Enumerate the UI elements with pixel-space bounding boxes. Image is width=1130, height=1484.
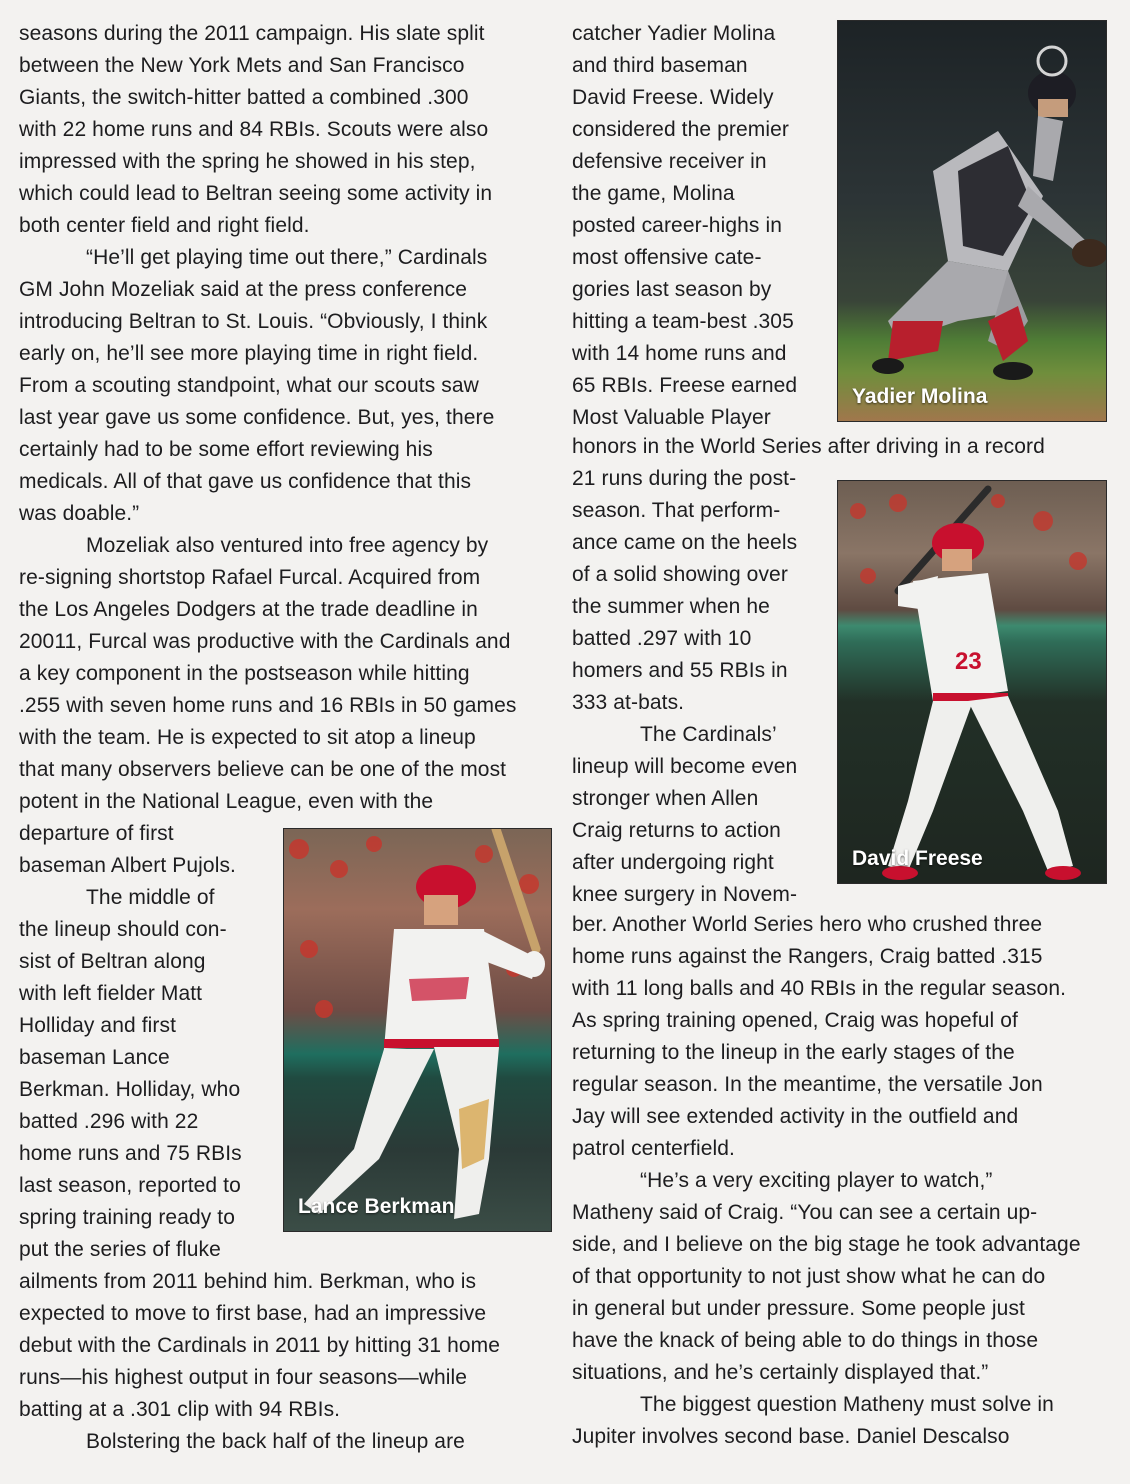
article-line: knee surgery in Novem- [572, 883, 798, 906]
photo-lance-berkman [283, 828, 552, 1232]
article-line: home runs against the Rangers, Craig batted .315 [572, 945, 1043, 968]
photo-caption: David Freese [852, 847, 983, 870]
article-line: From a scouting standpoint, what our scouts saw [19, 374, 479, 397]
article-line: catcher Yadier Molina [572, 22, 776, 45]
batter-illustration [284, 829, 551, 1231]
article-line: honors in the World Series after driving in a record [572, 435, 1045, 458]
article-line: side, and I believe on the big stage he took advantage [572, 1233, 1081, 1256]
article-line: impressed with the spring he showed in his step, [19, 150, 476, 173]
article-line: 21 runs during the post- [572, 467, 797, 490]
article-line: GM John Mozeliak said at the press conference [19, 278, 468, 301]
article-line: lineup will become even [572, 755, 798, 778]
article-line: put the series of fluke [19, 1238, 221, 1261]
article-line: last year gave us some confidence. But, yes, there [19, 406, 495, 429]
article-line: the summer when he [572, 595, 770, 618]
article-line: Holliday and first [19, 1014, 177, 1037]
article-line: ailments from 2011 behind him. Berkman, who is [19, 1270, 477, 1293]
article-line: .255 with seven home runs and 16 RBIs in 50 games [19, 694, 517, 717]
article-line: Matheny said of Craig. “You can see a certain up- [572, 1201, 1038, 1224]
article-line: departure of first [19, 822, 174, 845]
article-line: defensive receiver in [572, 150, 767, 173]
article-line: with the team. He is expected to sit atop a lineup [19, 726, 476, 749]
article-line: with 22 home runs and 84 RBIs. Scouts were also [19, 118, 489, 141]
article-line: posted career-highs in [572, 214, 782, 237]
article-line: have the knack of being able to do things in those [572, 1329, 1039, 1352]
article-line: “He’s a very exciting player to watch,” [640, 1169, 993, 1192]
article-line: seasons during the 2011 campaign. His slate split [19, 22, 485, 45]
article-line: Most Valuable Player [572, 406, 771, 429]
article-line: batted .297 with 10 [572, 627, 752, 650]
article-line: Jupiter involves second base. Daniel Descalso [572, 1425, 1010, 1448]
article-line: the game, Molina [572, 182, 735, 205]
article-line: of that opportunity to not just show what he can do [572, 1265, 1046, 1288]
article-line: batting at a .301 clip with 94 RBIs. [19, 1398, 341, 1421]
photo-yadier-molina [837, 20, 1107, 422]
article-line: The biggest question Matheny must solve in [640, 1393, 1054, 1416]
article-line: runs—his highest output in four seasons—while [19, 1366, 468, 1389]
article-line: the lineup should con- [19, 918, 227, 941]
article-line: 65 RBIs. Freese earned [572, 374, 798, 397]
article-line: The middle of [86, 886, 215, 909]
article-line: medicals. All of that gave us confidence that this [19, 470, 472, 493]
article-line: last season, reported to [19, 1174, 241, 1197]
article-line: 20011, Furcal was productive with the Cardinals and [19, 630, 511, 653]
article-line: Berkman. Holliday, who [19, 1078, 241, 1101]
article-line: between the New York Mets and San Francisco [19, 54, 465, 77]
article-line: gories last season by [572, 278, 772, 301]
article-line: The Cardinals’ [640, 723, 777, 746]
article-line: both center field and right field. [19, 214, 310, 237]
article-line: ber. Another World Series hero who crushed three [572, 913, 1043, 936]
article-line: situations, and he’s certainly displayed that.” [572, 1361, 989, 1384]
article-line: and third baseman [572, 54, 748, 77]
article-line: sist of Beltran along [19, 950, 206, 973]
article-line: potent in the National League, even with the [19, 790, 434, 813]
article-line: hitting a team-best .305 [572, 310, 794, 333]
article-line: spring training ready to [19, 1206, 236, 1229]
article-line: with 14 home runs and [572, 342, 787, 365]
article-line: introducing Beltran to St. Louis. “Obviously, I think [19, 310, 488, 333]
article-line: homers and 55 RBIs in [572, 659, 788, 682]
article-line: early on, he’ll see more playing time in right field. [19, 342, 479, 365]
article-line: Bolstering the back half of the lineup are [86, 1430, 465, 1453]
article-line: most offensive cate- [572, 246, 762, 269]
article-line: As spring training opened, Craig was hopeful of [572, 1009, 1018, 1032]
article-line: which could lead to Beltran seeing some activity in [19, 182, 493, 205]
article-line: returning to the lineup in the early stages of the [572, 1041, 1015, 1064]
photo-caption: Lance Berkman [298, 1195, 455, 1218]
article-line: considered the premier [572, 118, 789, 141]
batter-illustration [838, 481, 1106, 883]
article-line: home runs and 75 RBIs [19, 1142, 242, 1165]
jersey-number: 23 [955, 648, 982, 675]
article-line: with 11 long balls and 40 RBIs in the regular season. [572, 977, 1067, 1000]
article-line: expected to move to first base, had an impressive [19, 1302, 487, 1325]
article-line: Mozeliak also ventured into free agency by [86, 534, 489, 557]
article-line: the Los Angeles Dodgers at the trade deadline in [19, 598, 478, 621]
article-line: 333 at-bats. [572, 691, 685, 714]
article-line: after undergoing right [572, 851, 774, 874]
article-line: “He’ll get playing time out there,” Cardinals [86, 246, 488, 269]
article-line: David Freese. Widely [572, 86, 774, 109]
article-line: that many observers believe can be one of the most [19, 758, 507, 781]
article-line: re-signing shortstop Rafael Furcal. Acquired from [19, 566, 481, 589]
article-line: patrol centerfield. [572, 1137, 735, 1160]
article-line: baseman Albert Pujols. [19, 854, 236, 877]
catcher-illustration [838, 21, 1106, 421]
article-line: regular season. In the meantime, the versatile Jon [572, 1073, 1043, 1096]
article-line: Giants, the switch-hitter batted a combined .300 [19, 86, 469, 109]
article-line: debut with the Cardinals in 2011 by hitting 31 home [19, 1334, 501, 1357]
photo-david-freese [837, 480, 1107, 884]
article-line: in general but under pressure. Some people just [572, 1297, 1025, 1320]
article-line: a key component in the postseason while hitting [19, 662, 470, 685]
article-line: Jay will see extended activity in the outfield and [572, 1105, 1019, 1128]
photo-caption: Yadier Molina [852, 385, 988, 408]
article-line: of a solid showing over [572, 563, 788, 586]
article-line: baseman Lance [19, 1046, 170, 1069]
article-line: season. That perform- [572, 499, 781, 522]
article-line: batted .296 with 22 [19, 1110, 199, 1133]
article-line: certainly had to be some effort reviewing his [19, 438, 433, 461]
article-line: was doable.” [19, 502, 140, 525]
article-line: stronger when Allen [572, 787, 759, 810]
article-line: ance came on the heels [572, 531, 798, 554]
article-line: Craig returns to action [572, 819, 781, 842]
article-line: with left fielder Matt [19, 982, 203, 1005]
